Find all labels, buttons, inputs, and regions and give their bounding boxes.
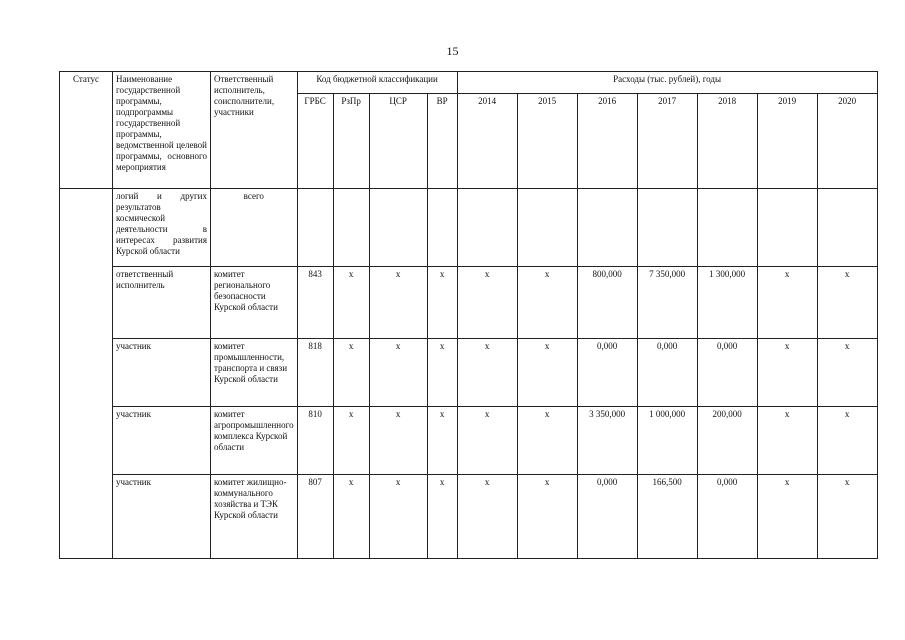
cell-2014: х bbox=[457, 407, 517, 475]
cell-csr: х bbox=[369, 267, 427, 339]
header-year-2019: 2019 bbox=[757, 94, 817, 189]
cell-2019 bbox=[757, 189, 817, 267]
row-name: логий и других результатов космической деятельности в интересах развития Курской области bbox=[113, 189, 211, 267]
cell-2015 bbox=[517, 189, 577, 267]
cell-grbs: 818 bbox=[297, 339, 333, 407]
row-name: ответственный исполнитель bbox=[113, 267, 211, 339]
cell-rzpr: х bbox=[333, 475, 369, 559]
table-row bbox=[60, 339, 878, 407]
cell-csr: х bbox=[369, 407, 427, 475]
cell-vr: х bbox=[427, 407, 457, 475]
cell-2019: х bbox=[757, 267, 817, 339]
cell-2014: х bbox=[457, 475, 517, 559]
cell-2015: х bbox=[517, 475, 577, 559]
budget-table bbox=[59, 71, 878, 559]
header-year-2018: 2018 bbox=[697, 94, 757, 189]
row-name: участник bbox=[113, 339, 211, 407]
cell-2015: х bbox=[517, 339, 577, 407]
cell-2019: х bbox=[757, 407, 817, 475]
header-year-2014: 2014 bbox=[457, 94, 517, 189]
row-name: участник bbox=[113, 407, 211, 475]
cell-rzpr: х bbox=[333, 407, 369, 475]
cell-2018: 1 300,000 bbox=[697, 267, 757, 339]
cell-2015: х bbox=[517, 407, 577, 475]
cell-2014 bbox=[457, 189, 517, 267]
cell-2017: 1 000,000 bbox=[637, 407, 697, 475]
cell-2020: х bbox=[817, 407, 877, 475]
row-responsible: комитет промышленности, транспорта и связи Курской области bbox=[211, 339, 298, 407]
header-year-2017: 2017 bbox=[637, 94, 697, 189]
row-responsible: комитет агропромышленного комплекса Курской области bbox=[211, 407, 298, 475]
cell-csr: х bbox=[369, 475, 427, 559]
cell-2020: х bbox=[817, 475, 877, 559]
status-cell bbox=[60, 189, 113, 559]
cell-rzpr bbox=[333, 189, 369, 267]
table-row bbox=[60, 189, 878, 267]
cell-2016: 0,000 bbox=[577, 339, 637, 407]
page-number: 15 bbox=[446, 44, 459, 58]
cell-rzpr: х bbox=[333, 339, 369, 407]
cell-grbs: 843 bbox=[297, 267, 333, 339]
header-grbs: ГРБС bbox=[297, 94, 333, 189]
cell-csr: х bbox=[369, 339, 427, 407]
header-csr: ЦСР bbox=[369, 94, 427, 189]
row-responsible: всего bbox=[211, 189, 298, 267]
header-status: Статус bbox=[60, 72, 113, 189]
cell-2017: 7 350,000 bbox=[637, 267, 697, 339]
header-year-2016: 2016 bbox=[577, 94, 637, 189]
cell-grbs: 807 bbox=[297, 475, 333, 559]
cell-2018: 0,000 bbox=[697, 475, 757, 559]
cell-2016: 0,000 bbox=[577, 475, 637, 559]
header-vr: ВР bbox=[427, 94, 457, 189]
cell-2020: х bbox=[817, 339, 877, 407]
cell-2016: 3 350,000 bbox=[577, 407, 637, 475]
header-name: Наименование государственной программы, подпрограммы государственной программы, ведомственной целевой программы, основного мероприятия bbox=[113, 72, 211, 189]
cell-2020 bbox=[817, 189, 877, 267]
cell-csr bbox=[369, 189, 427, 267]
header-budget-code: Код бюджетной классификации bbox=[297, 72, 457, 94]
cell-vr: х bbox=[427, 267, 457, 339]
header-responsible: Ответственный исполнитель, соисполнители, участники bbox=[211, 72, 298, 189]
cell-2020: х bbox=[817, 267, 877, 339]
cell-2018: 0,000 bbox=[697, 339, 757, 407]
cell-2016 bbox=[577, 189, 637, 267]
cell-2018: 200,000 bbox=[697, 407, 757, 475]
header-expenses: Расходы (тыс. рублей), годы bbox=[457, 72, 877, 94]
cell-2014: х bbox=[457, 267, 517, 339]
cell-2017 bbox=[637, 189, 697, 267]
cell-2018 bbox=[697, 189, 757, 267]
table-row bbox=[60, 267, 878, 339]
cell-2019: х bbox=[757, 475, 817, 559]
cell-2014: х bbox=[457, 339, 517, 407]
header-year-2020: 2020 bbox=[817, 94, 877, 189]
row-name: участник bbox=[113, 475, 211, 559]
cell-2015: х bbox=[517, 267, 577, 339]
cell-vr: х bbox=[427, 339, 457, 407]
cell-2019: х bbox=[757, 339, 817, 407]
cell-rzpr: х bbox=[333, 267, 369, 339]
cell-2017: 0,000 bbox=[637, 339, 697, 407]
cell-vr: х bbox=[427, 475, 457, 559]
cell-grbs: 810 bbox=[297, 407, 333, 475]
cell-2016: 800,000 bbox=[577, 267, 637, 339]
cell-vr bbox=[427, 189, 457, 267]
row-responsible: комитет жилищно-коммунального хозяйства и ТЭК Курской области bbox=[211, 475, 298, 559]
table-row bbox=[60, 407, 878, 475]
header-rzpr: РзПр bbox=[333, 94, 369, 189]
header-year-2015: 2015 bbox=[517, 94, 577, 189]
cell-grbs bbox=[297, 189, 333, 267]
table-row bbox=[60, 475, 878, 559]
row-responsible: комитет регионального безопасности Курской области bbox=[211, 267, 298, 339]
cell-2017: 166,500 bbox=[637, 475, 697, 559]
